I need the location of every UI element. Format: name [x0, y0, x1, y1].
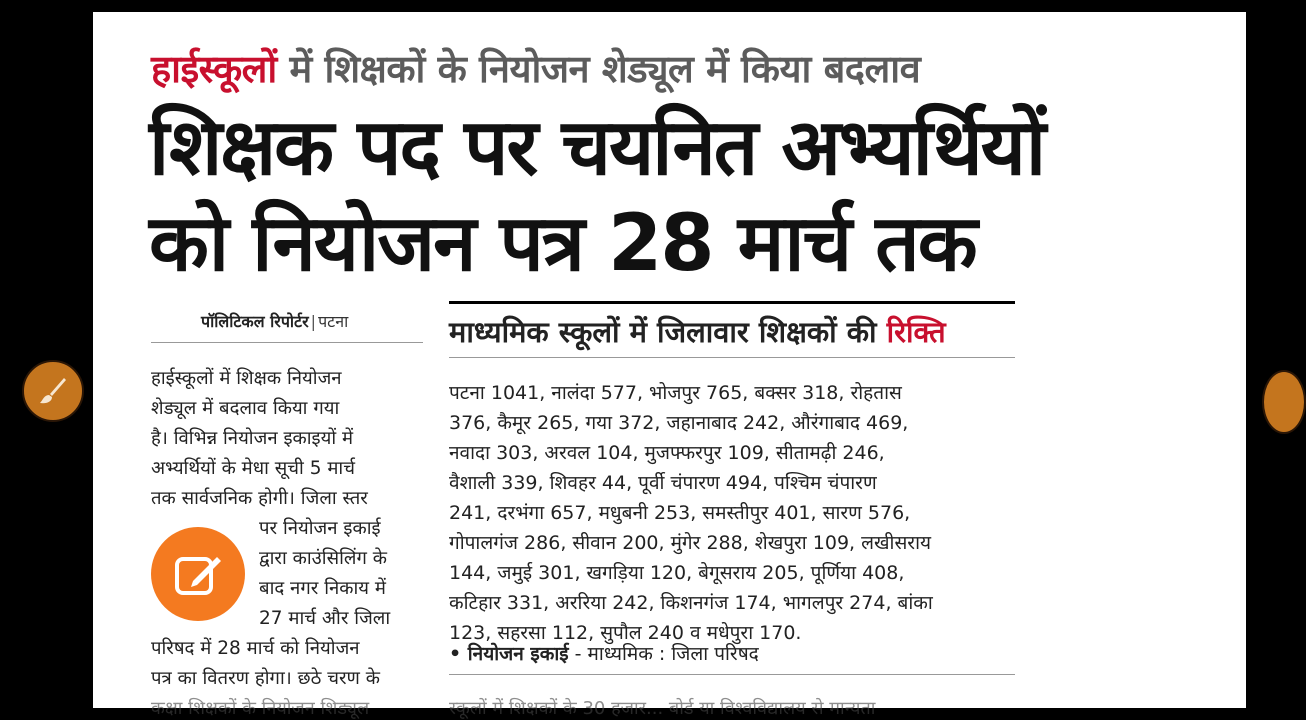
body-line: हाईस्कूलों में शिक्षक नियोजन	[151, 368, 342, 389]
kicker-text: में शिक्षकों के नियोजन शेड्यूल में किया बदलाव	[276, 47, 921, 91]
vacancy-line: गोपालगंज 286, सीवान 200, मुंगेर 288, शेखपुरा 109, लखीसराय	[449, 532, 932, 554]
vacancy-line: पटना 1041, नालंदा 577, भोजपुर 765, बक्सर 318, रोहतास	[449, 382, 902, 404]
byline-place: पटना	[318, 312, 349, 331]
brush-icon	[38, 376, 68, 406]
headline-line-2: को नियोजन पत्र 28 मार्च तक	[149, 199, 976, 289]
body-line: पर नियोजन इकाई	[259, 518, 381, 539]
body-line: बाद नगर निकाय में	[259, 578, 386, 599]
vacancy-footer	[449, 640, 759, 666]
draw-tool-button[interactable]	[22, 360, 84, 422]
byline-author: पॉलिटिकल रिपोर्टर	[201, 312, 309, 331]
vacancy-list	[449, 378, 1015, 648]
right-cutoff-text: स्कूलों में शिक्षकों के 30 हजार... बोर्ड या विश्वविद्यालय से मान्यता	[449, 698, 876, 719]
body-line: पत्र का वितरण होगा। छठे चरण के	[151, 668, 381, 689]
edit-note-button[interactable]	[151, 527, 245, 621]
vacancy-title-text: माध्यमिक स्कूलों में जिलावार शिक्षकों की	[449, 315, 887, 349]
byline	[201, 310, 348, 332]
side-menu-button[interactable]	[1262, 370, 1306, 434]
byline-separator: |	[310, 312, 317, 331]
vacancy-box-title	[449, 312, 946, 351]
headline-line-1: शिक्षक पद पर चयनित अभ्यर्थियों	[149, 103, 1045, 193]
byline-divider	[151, 342, 423, 343]
body-line: परिषद में 28 मार्च को नियोजन	[151, 638, 360, 659]
vacancy-line: 376, कैमूर 265, गया 372, जहानाबाद 242, औरंगाबाद 469,	[449, 412, 909, 434]
main-headline	[149, 100, 1044, 292]
vacancy-line: 241, दरभंगा 657, मधुबनी 253, समस्तीपुर 401, सारण 576,	[449, 502, 911, 524]
edit-note-icon	[173, 549, 223, 599]
vacancy-footer-value: - माध्यमिक : जिला परिषद	[568, 643, 759, 665]
vacancy-line: 144, जमुई 301, खगड़िया 120, बेगूसराय 205, पूर्णिया 408,	[449, 562, 905, 584]
body-line: शेड्यूल में बदलाव किया गया	[151, 398, 340, 419]
vacancy-line: वैशाली 339, शिवहर 44, पूर्वी चंपारण 494, पश्चिम चंपारण	[449, 472, 877, 494]
body-line: तक सार्वजनिक होगी। जिला स्तर	[151, 488, 368, 509]
vacancy-line: कटिहार 331, अररिया 242, किशनगंज 174, भागलपुर 274, बांका	[449, 592, 933, 614]
body-line: अभ्यर्थियों के मेधा सूची 5 मार्च	[151, 458, 355, 479]
body-line: द्वारा काउंसिलिंग के	[259, 548, 387, 569]
kicker-highlight: हाईस्कूलों	[151, 47, 277, 91]
box-top-rule	[449, 301, 1015, 304]
box-bottom-divider	[449, 674, 1015, 675]
body-line: है। विभिन्न नियोजन इकाइयों में	[151, 428, 354, 449]
newspaper-clipping	[93, 12, 1246, 719]
kicker-heading	[151, 42, 920, 94]
vacancy-line: नवादा 303, अरवल 104, मुजफ्फरपुर 109, सीतामढ़ी 246,	[449, 442, 885, 464]
vacancy-line: 123, सहरसा 112, सुपौल 240 व मधेपुरा 170.	[449, 622, 802, 644]
left-cutoff-text: कक्षा शिक्षकों के नियोजन शिड्यूल	[151, 698, 370, 719]
body-line: 27 मार्च और जिला	[259, 608, 391, 629]
box-title-divider	[449, 357, 1015, 358]
vacancy-title-highlight: रिक्ति	[886, 315, 946, 349]
vacancy-footer-label: • नियोजन इकाई	[449, 643, 569, 665]
